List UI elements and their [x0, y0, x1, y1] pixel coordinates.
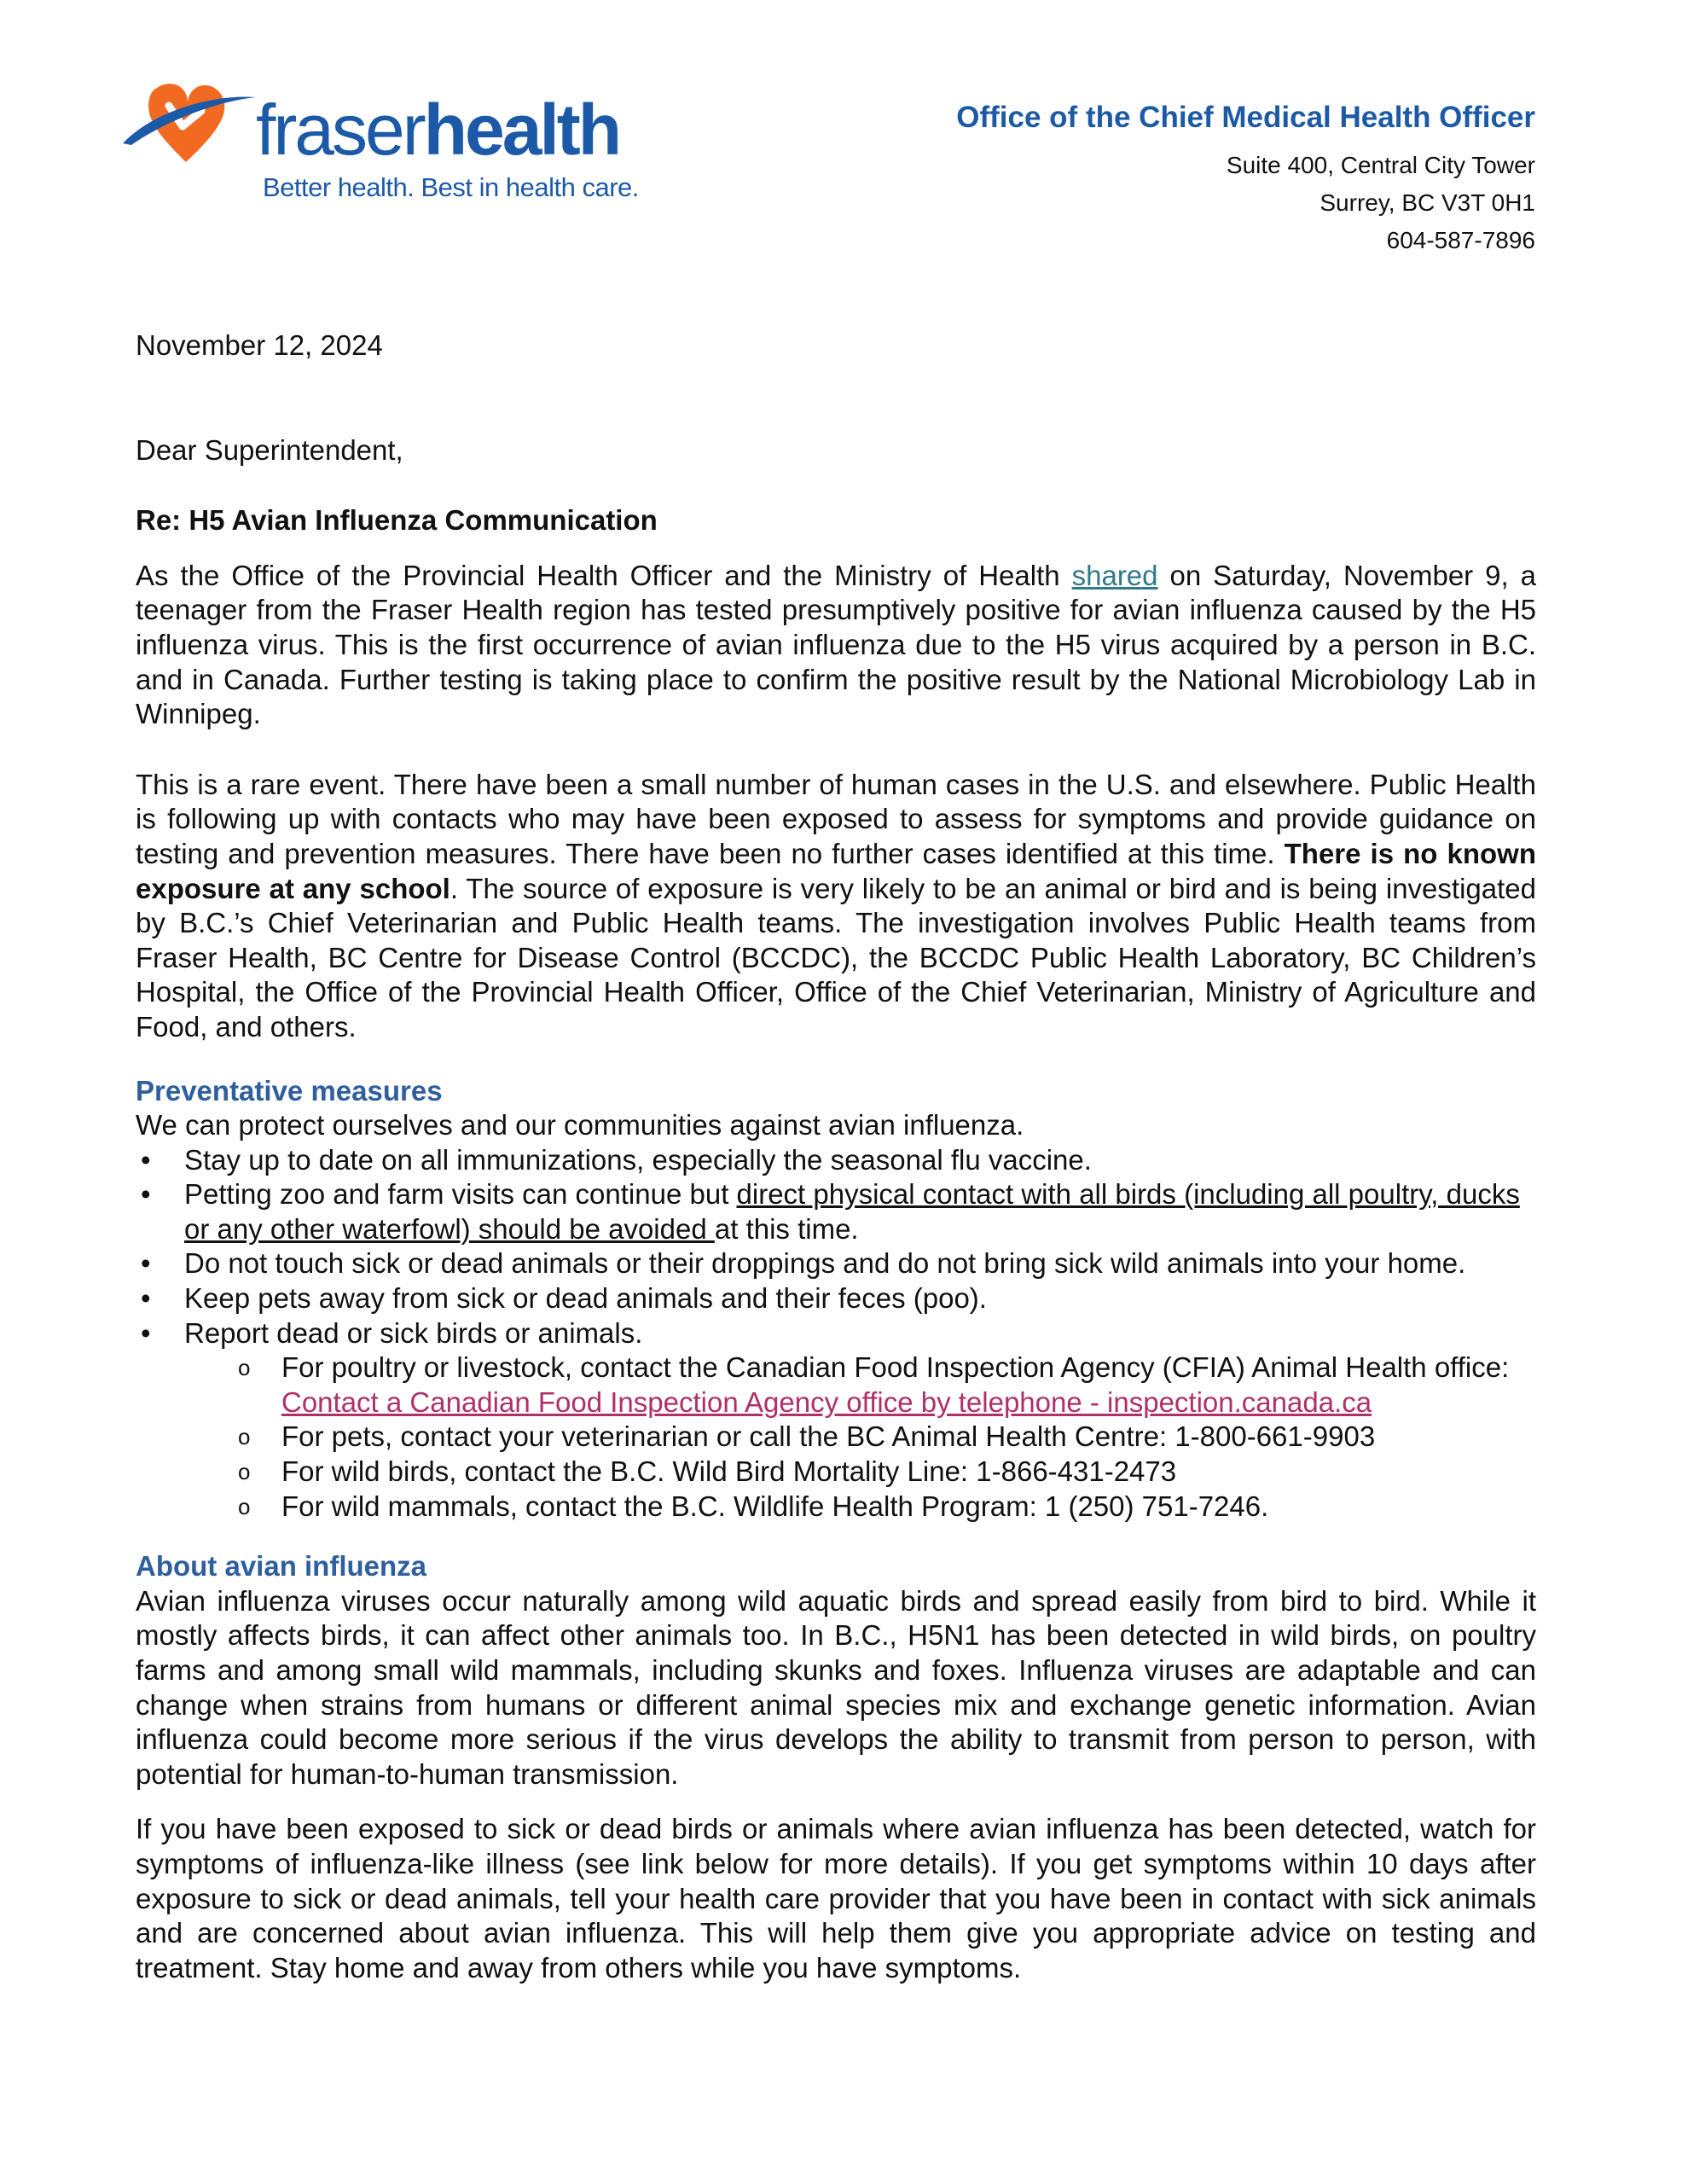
- logo-tagline: Better health. Best in health care.: [263, 172, 639, 202]
- paragraph-announcement: [136, 559, 1536, 732]
- sublist-item-text: For pets, contact your veterinarian or call the BC Animal Health Centre: 1-800-661-9903: [281, 1420, 1376, 1453]
- paragraph-about: Avian influenza viruses occur naturally among wild aquatic birds and spread easily from bird to bird. While it mostly affects birds, it can affect other animals too. In B.C., H5N1 has been detected in wild birds, on poultry farms and among small wild mammals, including skunks and foxes. Influenza viruses are adaptable and can change when strains from humans or different animal species mix and exchange genetic information. Avian influenza could become more serious if the virus develops the ability to transmit from person to person, with potential for human-to-human transmission.: [136, 1584, 1536, 1790]
- address-line-1: Suite 400, Central City Tower: [1226, 152, 1535, 178]
- heart-swoosh-icon: [119, 77, 264, 171]
- address-line-2: Surrey, BC V3T 0H1: [1320, 189, 1535, 216]
- letter-body: [136, 328, 1536, 1985]
- preventative-intro: We can protect ourselves and our communities against avian influenza.: [136, 1109, 1024, 1141]
- bullet-icon: •: [141, 1247, 151, 1280]
- paragraph-rare-event: [136, 768, 1536, 1045]
- list-item-text: Petting zoo and farm visits can continue but: [184, 1178, 737, 1211]
- sublist-item: [233, 1420, 1536, 1455]
- bullet-icon: •: [141, 1143, 151, 1176]
- bullet-icon: •: [141, 1282, 151, 1315]
- report-sublist: [233, 1350, 1536, 1524]
- list-item: [136, 1316, 1536, 1525]
- cfia-contact-link[interactable]: Contact a Canadian Food Inspection Agency office by telephone - inspection.canada.ca: [281, 1385, 1372, 1418]
- logo-word-fraser: fraser: [256, 90, 424, 170]
- list-item-text: Stay up to date on all immunizations, especially the seasonal flu vaccine.: [184, 1143, 1092, 1176]
- sublist-item: [233, 1350, 1536, 1420]
- paragraph-exposure-advice: If you have been exposed to sick or dead birds or animals where avian influenza has been detected, watch for symptoms of influenza-like illness (see link below for more details). If you get symptoms within 10 days after exposure to sick or dead animals, tell your health care provider that you have been in contact with sick animals and are concerned about avian influenza. This will help them give you appropriate advice on testing and treatment. Stay home and away from others while you have symptoms.: [136, 1813, 1536, 1984]
- office-address-block: [956, 101, 1535, 259]
- list-item: [136, 1177, 1536, 1246]
- sublist-item: [233, 1490, 1536, 1525]
- circle-bullet-icon: o: [238, 1424, 251, 1450]
- list-item: [136, 1143, 1536, 1178]
- paragraph-text: on Saturday, November 9, a teenager from the Fraser Health region has tested presumptively positive for avian influenza caused by the H5 influenza virus. This is the first occurrence of avian influenza due to the H5 virus acquired by a person in B.C. and in Canada. Further testing is taking place to confirm the positive result by the National Microbiology Lab in Winnipeg.: [136, 559, 1536, 730]
- list-item-text: Do not touch sick or dead animals or their droppings and do not bring sick wild animals into your home.: [184, 1247, 1466, 1280]
- circle-bullet-icon: o: [238, 1355, 251, 1381]
- list-item-text: at this time.: [714, 1212, 859, 1245]
- list-item: [136, 1281, 1536, 1316]
- letter-date: November 12, 2024: [136, 329, 383, 361]
- logo-word-health: health: [423, 90, 620, 170]
- heading-about-avian-influenza: About avian influenza: [136, 1550, 427, 1583]
- circle-bullet-icon: o: [238, 1493, 251, 1519]
- subject-line: Re: H5 Avian Influenza Communication: [136, 504, 658, 537]
- bullet-icon: •: [141, 1316, 151, 1349]
- shared-link[interactable]: shared: [1071, 559, 1158, 591]
- fraser-health-logo: [119, 77, 639, 213]
- office-title: Office of the Chief Medical Health Officer: [956, 101, 1535, 134]
- sublist-item: [233, 1455, 1536, 1490]
- bullet-icon: •: [141, 1178, 151, 1211]
- preventative-list: [136, 1143, 1536, 1525]
- salutation: Dear Superintendent,: [136, 433, 403, 466]
- list-item-text: Report dead or sick birds or animals.: [184, 1316, 643, 1349]
- no-school-exposure-text: There is no known exposure at any school: [136, 837, 1536, 904]
- paragraph-text: . The source of exposure is very likely to be an animal or bird and is being investigated by B.C.’s Chief Veterinarian and Public Health teams. The investigation involves Public Health teams from Fraser Health, BC Centre for Disease Control (BCCDC), the BCCDC Public Health Laboratory, BC Children’s Hospital, the Office of the Provincial Health Officer, Office of the Chief Veterinarian, Ministry of Agriculture and Food, and others.: [136, 872, 1536, 1043]
- paragraph-text: As the Office of the Provincial Health Officer and the Ministry of Health: [136, 559, 1072, 591]
- sublist-item-text: For wild mammals, contact the B.C. Wildlife Health Program: 1 (250) 751-7246.: [281, 1490, 1269, 1522]
- paragraph-text: This is a rare event. There have been a small number of human cases in the U.S. and elsewhere. Public Health is following up with contacts who may have been exposed to assess for symptoms and provide guidance on testing and prevention measures. There have been no further cases identified at this time.: [136, 768, 1536, 869]
- circle-bullet-icon: o: [238, 1459, 251, 1485]
- logo-wordmark: [256, 90, 620, 170]
- list-item: [136, 1246, 1536, 1281]
- sublist-item-text: For poultry or livestock, contact the Canadian Food Inspection Agency (CFIA) Animal Health office:: [281, 1351, 1510, 1384]
- heading-preventative-measures: Preventative measures: [136, 1074, 443, 1107]
- office-phone: 604-587-7896: [1386, 227, 1535, 253]
- underlined-text: direct physical contact with all birds (including all poultry, ducks or any other waterfowl) should be avoided: [184, 1178, 1520, 1245]
- list-item-text: Keep pets away from sick or dead animals and their feces (poo).: [184, 1282, 987, 1315]
- sublist-item-text: For wild birds, contact the B.C. Wild Bird Mortality Line: 1-866-431-2473: [281, 1455, 1177, 1488]
